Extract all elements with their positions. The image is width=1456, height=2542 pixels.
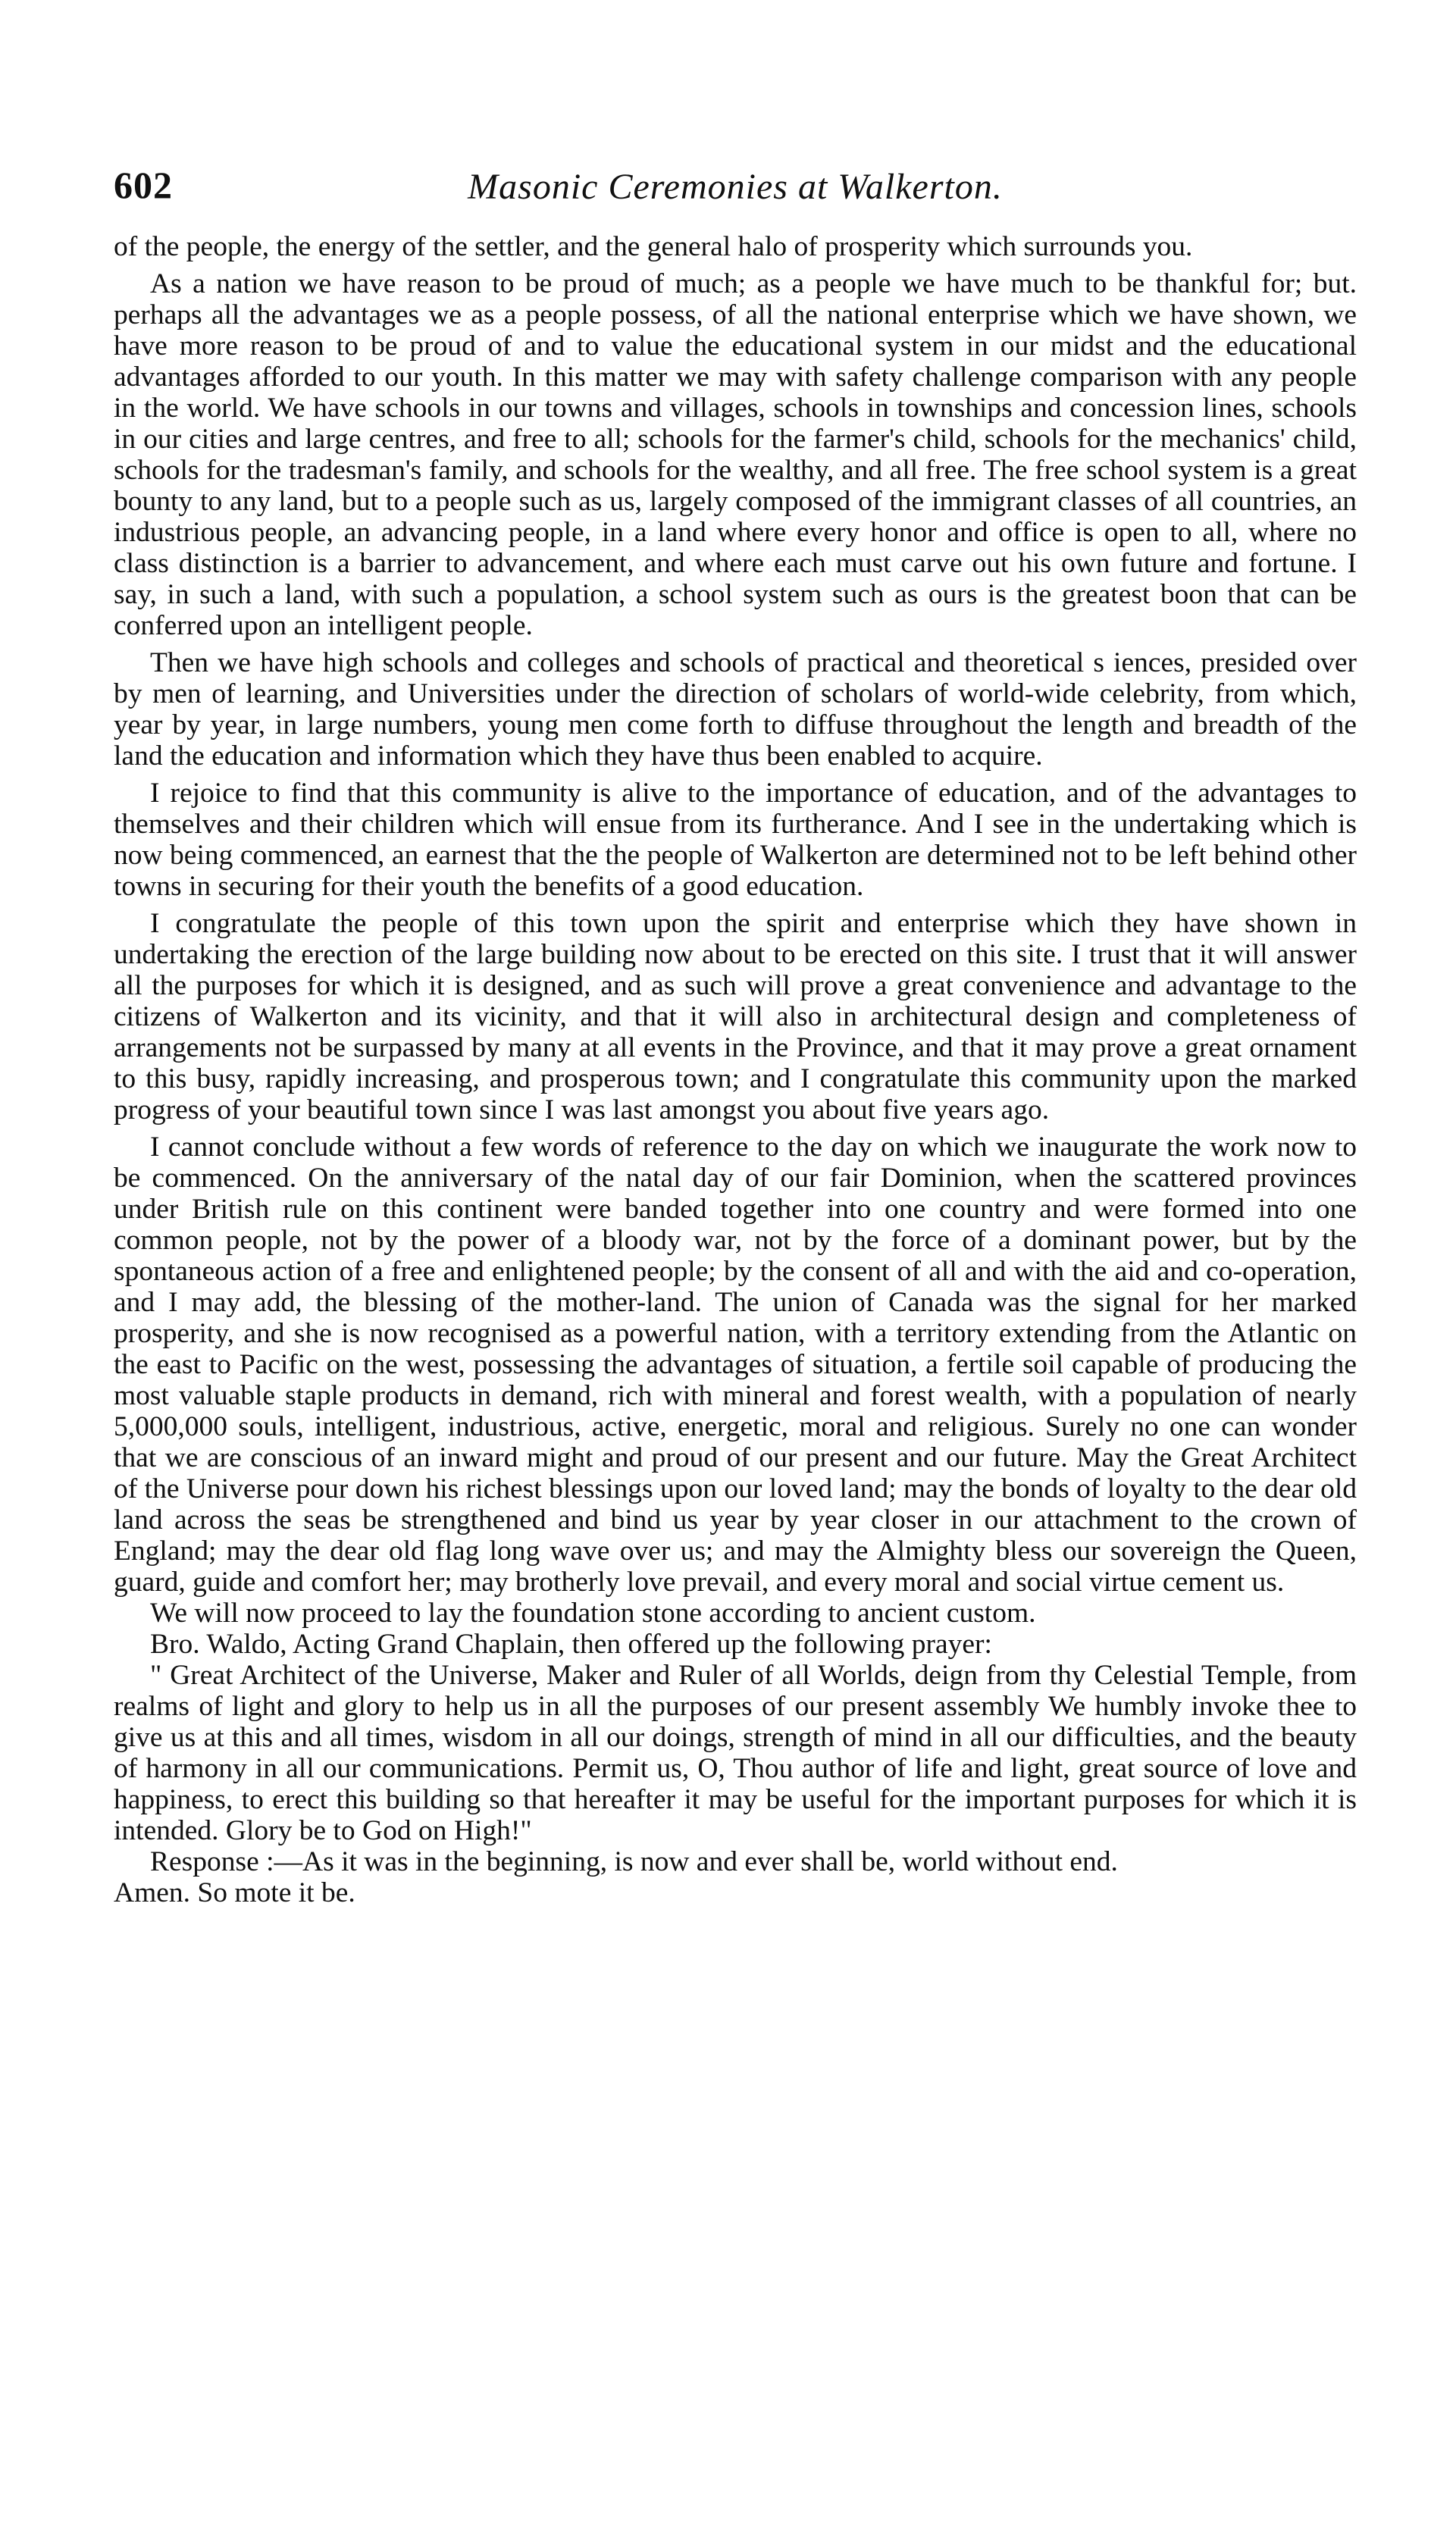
paragraph: I congratulate the people of this town upon the spirit and enterprise which they have shown in undertaking the erection of the large building now about to be erected on this site. I trust that it will answer all the purposes for which it is designed, and as such will prove a great convenience and advantage to the citizens of Walkerton and its vicinity, and that it will also in architectural design and completeness of arrangements not be surpassed by many at all events in the Province, and that it may prove a great ornament to this busy, rapidly increasing, and prosperous town; and I congratulate this community upon the marked progress of your beautiful town since I was last amongst you about five years ago. — [114, 908, 1357, 1125]
prayer-paragraph: " Great Architect of the Universe, Maker and Ruler of all Worlds, deign from thy Celestial Temple, from realms of light and glory to help us in all the purposes of our present assembly We humbly invoke thee to give us at this and all times, wisdom in all our doings, strength of mind in all our difficulties, and the beauty of harmony in all our communications. Permit us, O, Thou author of life and light, great source of love and happiness, to erect this building so that hereafter it may be useful for the important purposes for which it is intended. Glory be to God on High!" — [114, 1660, 1357, 1846]
paragraph: Bro. Waldo, Acting Grand Chaplain, then offered up the following prayer: — [150, 1629, 992, 1660]
response-text: Response :—As it was in the beginning, is now and ever shall be, world without end. — [150, 1846, 1118, 1877]
amen-text: Amen. So mote it be. — [114, 1877, 355, 1908]
paragraph: As a nation we have reason to be proud of much; as a people we have much to be thankful for; but. perhaps all the advantages we as a people possess, of all the national enterprise which we have shown, we have more reason to be proud of and to value the educational system in our midst and the educational advantages afforded to our youth. In this matter we may with safety challenge comparison with any people in the world. We have schools in our towns and villages, schools in townships and concession lines, schools in our cities and large centres, and free to all; schools for the farmer's child, schools for the mechanics' child, schools for the tradesman's family, and schools for the wealthy, and all free. The free school system is a great bounty to any land, but to a people such as us, largely composed of the immigrant classes of all countries, an industrious people, an advancing people, in a land where every honor and office is open to all, where no class distinction is a barrier to advancement, and where each must carve out his own future and fortune. I say, in such a land, with such a population, a school system such as ours is the greatest boon that can be conferred upon an intelligent people. — [114, 268, 1357, 641]
paragraph: We will now proceed to lay the foundation stone according to ancient custom. — [150, 1598, 1036, 1629]
paragraph: I cannot conclude without a few words of reference to the day on which we inaugurate the work now to be commenced. On the anniversary of the natal day of our fair Dominion, when the scattered provinces under British rule on this continent were banded together into one country and were formed into one common people, not by the power of a bloody war, not by the force of a dominant power, but by the spontaneous action of a free and enlightened people; by the consent of all and with the aid and co-operation, and I may add, the blessing of the mother-land. The union of Canada was the signal for her marked prosperity, and she is now recognised as a powerful nation, with a territory extending from the Atlantic on the east to Pacific on the west, possessing the advantages of situation, a fertile soil capable of producing the most valuable staple products in demand, rich with mineral and forest wealth, with a population of nearly 5,000,000 souls, intelligent, industrious, active, energetic, moral and religious. Surely no one can wonder that we are conscious of an inward might and proud of our present and our future. May the Great Architect of the Universe pour down his richest blessings upon our loved land; may the bonds of loyalty to the dear old land across the seas be strengthened and bind us year by year closer in our attachment to the crown of England; may the dear old flag long wave over us; and may the Almighty bless our sovereign the Queen, guard, guide and comfort her; may brotherly love prevail, and every moral and social virtue cement us. — [114, 1132, 1357, 1598]
paragraph: Then we have high schools and colleges and schools of practical and theoretical s iences, presided over by men of learning, and Universities under the direction of scholars of world-wide celebrity, from which, year by year, in large numbers, young men come forth to diffuse throughout the length and breadth of the land the education and information which they have thus been enabled to acquire. — [114, 647, 1357, 772]
paragraph: I rejoice to find that this community is alive to the importance of education, and of the advantages to themselves and their children which will ensue from its furtherance. And I see in the undertaking which is now being commenced, an earnest that the the people of Walkerton are determined not to be left behind other towns in securing for their youth the benefits of a good education. — [114, 778, 1357, 902]
body-text — [114, 231, 1357, 1908]
running-head — [114, 163, 1357, 231]
response-paragraph — [114, 1846, 1357, 1908]
book-page — [114, 163, 1357, 2437]
running-title: Masonic Ceremonies at Walkerton. — [468, 167, 1003, 207]
page-number: 602 — [114, 164, 173, 206]
paragraph: of the people, the energy of the settler, and the general halo of prosperity which surrounds you. — [114, 231, 1193, 262]
